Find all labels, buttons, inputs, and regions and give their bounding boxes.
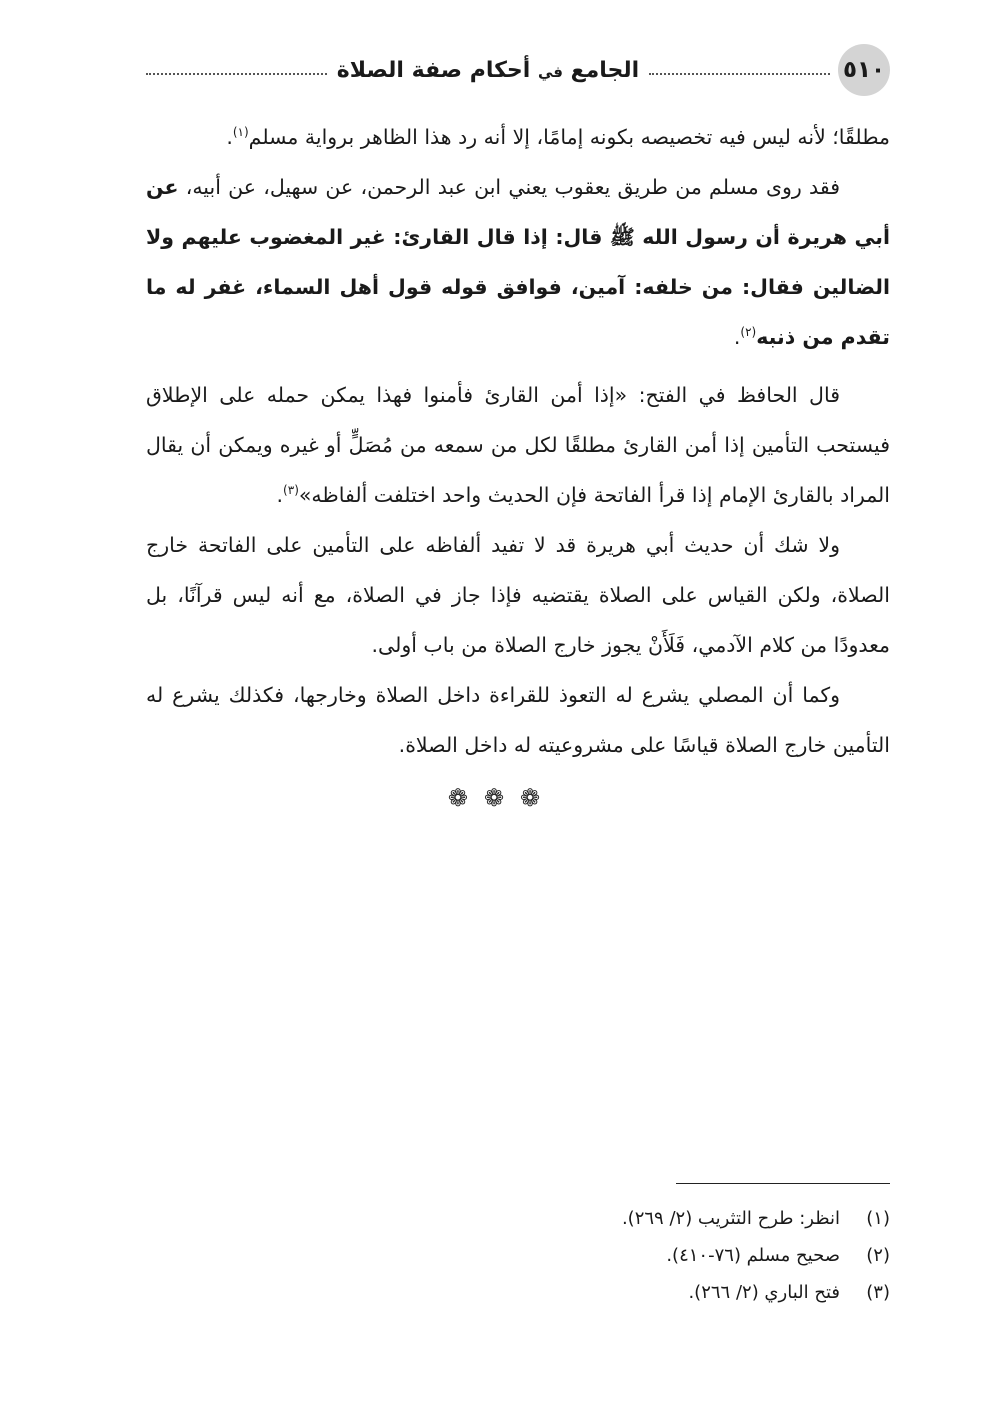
paragraph-2-end: . — [733, 325, 741, 349]
footnote-text: انظر: طرح التثريب (٢/ ٢٦٩). — [621, 1208, 840, 1229]
paragraph-2-intro: فقد روى مسلم من طريق يعقوب يعني ابن عبد الرحمن، عن سهيل، عن أبيه، — [185, 175, 840, 199]
footnote-item — [420, 1237, 890, 1274]
paragraph-2 — [146, 162, 890, 362]
book-title — [327, 58, 649, 83]
footnote-text: فتح الباري (٢/ ٢٦٦). — [688, 1282, 840, 1303]
main-text — [146, 112, 890, 770]
paragraph-1 — [146, 112, 890, 162]
footnote-number: (٣) — [866, 1282, 890, 1303]
footnote-ref-2: (٢) — [740, 325, 757, 340]
paragraph-3-end: . — [276, 483, 284, 507]
paragraph-3 — [146, 370, 890, 520]
section-separator-ornament: ❁❁❁ — [447, 784, 557, 812]
hadith-text: عن أبي هريرة أن رسول الله ﷺ قال: إذا قال القارئ: غير المغضوب عليهم ولا الضالين فقال: من خلفه: آمين، فوافق قوله قول أهل السماء، غفر له ما تقدم من ذنبه — [146, 175, 890, 349]
paragraph-3-text: قال الحافظ في الفتح: «إذا أمن القارئ فأمنوا فهذا يمكن حمله على الإطلاق فيستحب التأمين إذا أمن القارئ مطلقًا لكل من سمعه من مُصَلٍّ أو غيره ويمكن أن يقال المراد بالقارئ الإمام إذا قرأ الفاتحة فإن الحديث واحد اختلفت ألفاظه» — [146, 383, 890, 507]
footnote-ref-1: (١) — [232, 125, 249, 140]
footnote-text: صحيح مسلم (٧٦-٤١٠). — [666, 1245, 840, 1266]
page-header — [146, 44, 890, 96]
footnote-number: (١) — [866, 1208, 890, 1229]
footnotes — [420, 1200, 890, 1311]
book-title-part1: الجامع — [570, 57, 640, 83]
header-dotted-leader-left — [146, 73, 327, 75]
book-title-part3: أحكام صفة الصلاة — [336, 57, 531, 83]
footnote-number: (٢) — [866, 1245, 890, 1266]
paragraph-4: ولا شك أن حديث أبي هريرة قد لا تفيد ألفاظه على التأمين على الفاتحة خارج الصلاة، ولكن القياس على الصلاة يقتضيه فإذا جاز في الصلاة، مع أنه ليس قرآنًا، بل معدودًا من كلام الآدمي، فَلَأَنْ يجوز خارج الصلاة من باب أولى. — [146, 533, 890, 657]
footnote-ref-3: (٣) — [283, 483, 299, 498]
book-title-part2: في — [537, 62, 563, 81]
paragraph-1-text: مطلقًا؛ لأنه ليس فيه تخصيصه بكونه إمامًا، إلا أنه رد هذا الظاهر برواية مسلم — [248, 125, 890, 149]
footnote-item — [420, 1274, 890, 1311]
paragraph-5: وكما أن المصلي يشرع له التعوذ للقراءة داخل الصلاة وخارجها، فكذلك يشرع له التأمين خارج الصلاة قياسًا على مشروعيته له داخل الصلاة. — [146, 683, 890, 757]
footnote-item — [420, 1200, 890, 1237]
paragraph-1-end: . — [226, 125, 233, 149]
header-dotted-leader-right — [649, 73, 830, 75]
page-number: ٥١٠ — [842, 57, 886, 83]
footnote-divider — [676, 1183, 890, 1184]
page-number-badge — [838, 44, 890, 96]
